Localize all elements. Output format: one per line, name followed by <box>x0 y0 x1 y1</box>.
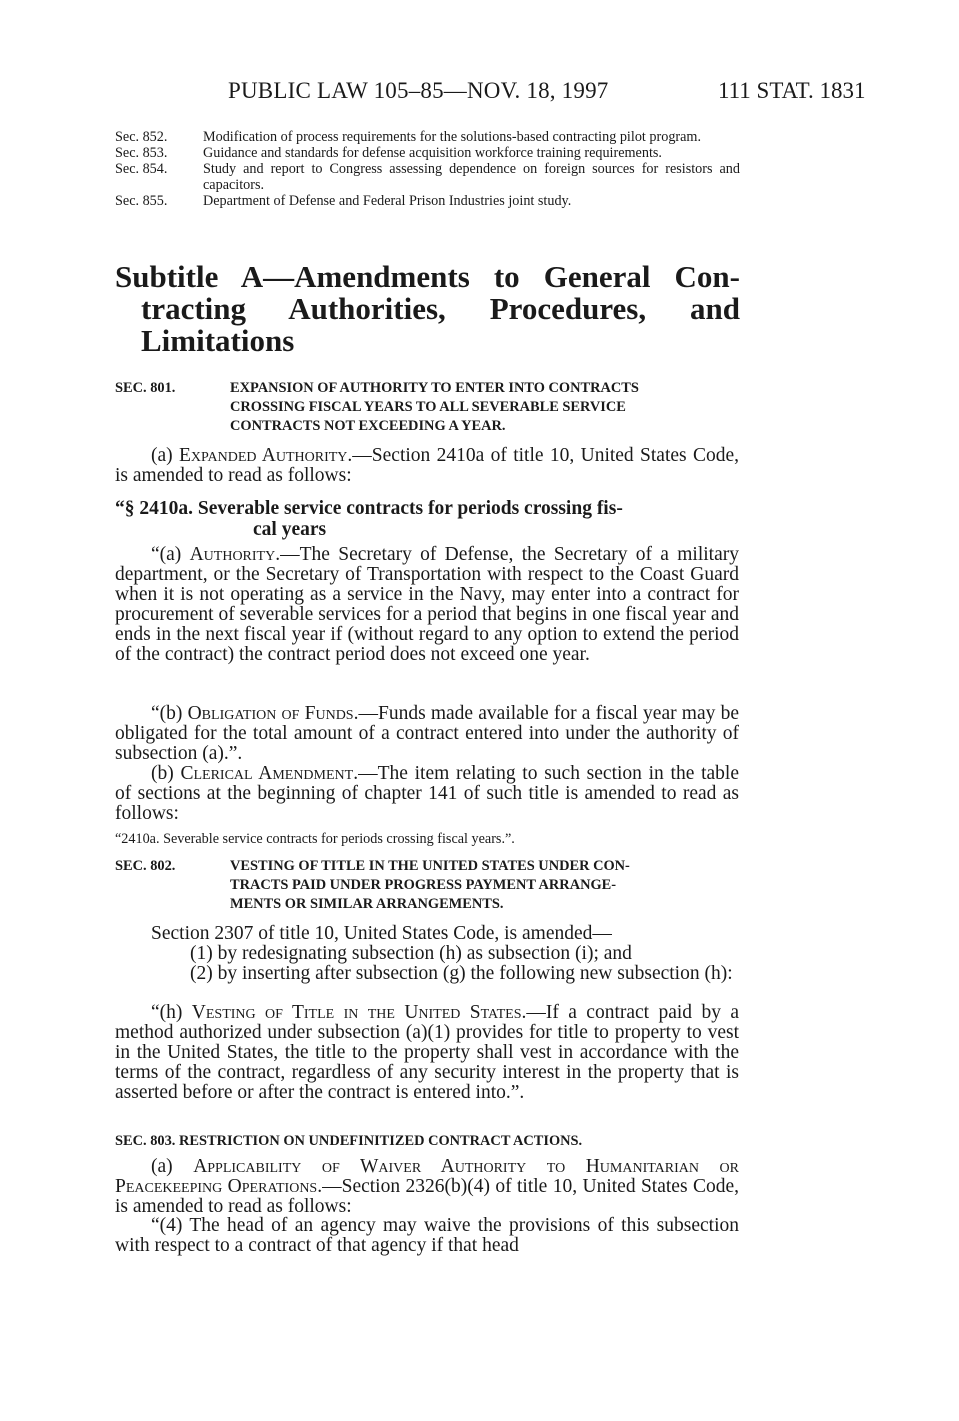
paragraph-marker: “(a) <box>151 544 190 565</box>
paragraph-marker: (a) <box>151 445 179 466</box>
toc-section-title: Study and report to Congress assessing dependence on foreign sources for resistors and capacitors. <box>203 161 740 193</box>
quoted-subsection-h <box>115 1003 739 1103</box>
sec802-intro: Section 2307 of title 10, United States Code, is amended— <box>151 923 612 944</box>
toc-entry <box>115 145 740 161</box>
section-number: SEC. 802. <box>115 858 176 874</box>
section-802-heading <box>115 857 740 914</box>
section-caption-line: CROSSING FISCAL YEARS TO ALL SEVERABLE SERVICE <box>230 399 626 415</box>
paragraph-text: .—Section 2326(b)(4) of title 10, United States Code, is amended to read as follows: <box>115 1176 739 1217</box>
quoted-subsection-b <box>115 704 739 764</box>
sec803-paragraph-4: “(4) The head of an agency may waive the provisions of this subsection with respect to a contract of that agency if that head <box>115 1215 739 1256</box>
paragraph-marker: “(h) <box>151 1002 192 1023</box>
statute-page-reference: 111 STAT. 1831 <box>718 78 866 103</box>
paragraph-marker: (a) <box>151 1156 194 1177</box>
sec801-subsection-a <box>115 446 739 486</box>
toc-entry <box>115 129 740 145</box>
code-section-heading-line: “§ 2410a. Severable service contracts for periods crossing fis- <box>115 498 623 519</box>
paragraph-text: .—Funds made available for a fiscal year may be obligated for the total amount of a contract entered into under the authority of subsection (a).”. <box>115 703 739 764</box>
toc-entry <box>115 161 740 193</box>
subsection-heading: Applicability of Waiver Authority to Humanitarian or Peacekeeping Operations <box>115 1156 739 1197</box>
table-of-contents <box>115 129 740 209</box>
paragraph-text: .—The item relating to such section in the table of sections at the beginning of chapter 141 of such title is amended to read as follows: <box>115 763 739 824</box>
section-caption-line: TRACTS PAID UNDER PROGRESS PAYMENT ARRANGE- <box>230 877 617 893</box>
section-number: SEC. 801. <box>115 380 176 396</box>
running-head: PUBLIC LAW 105–85—NOV. 18, 1997 <box>228 78 609 103</box>
section-caption: RESTRICTION ON UNDEFINITIZED CONTRACT ACTIONS. <box>178 1133 583 1149</box>
subsection-heading: Vesting of Title in the United States <box>191 1002 522 1023</box>
quoted-subsection-a <box>115 545 739 665</box>
code-section-heading-line: cal years <box>253 519 327 540</box>
subsection-heading: Obligation of Funds <box>187 703 354 724</box>
sec802-item-2: (2) by inserting after subsection (g) the following new subsection (h): <box>190 963 733 984</box>
paragraph-text: .—Section 2410a of title 10, United States Code, is amended to read as follows: <box>115 445 739 486</box>
code-section-heading <box>115 498 740 540</box>
toc-section-number: Sec. 855. <box>115 193 168 209</box>
section-number: SEC. 803. <box>115 1133 176 1149</box>
subtitle-heading <box>115 261 740 357</box>
paragraph-text: .—If a contract paid by a method authorized under subsection (a)(1) provides for title to property to vest in the United States, the title to the property shall vest in accordance with the terms of the contract, regardless of any security interest in the property that is asserted before or after the contract is entered into.”. <box>115 1002 739 1103</box>
page-header <box>0 78 959 112</box>
toc-section-title: Department of Defense and Federal Prison Industries joint study. <box>203 193 572 209</box>
subsection-heading: Clerical Amendment <box>180 763 354 784</box>
sec801-subsection-b <box>115 764 739 824</box>
section-801-heading <box>115 379 740 436</box>
paragraph-text: .—The Secretary of Defense, the Secretary of a military department, or the Secretary of Transportation with respect to the Coast Guard when it is not operating as a service in the Navy, may enter into a contract for procurement of severable services for a period that begins in one fiscal year and ends in the next fiscal year if (without regard to any option to extend the period of the contract) the contract period does not exceed one year. <box>115 544 739 665</box>
subsection-heading: Expanded Authority <box>179 445 348 466</box>
section-803-heading <box>115 1132 740 1151</box>
toc-entry <box>115 193 740 209</box>
section-caption-line: VESTING OF TITLE IN THE UNITED STATES UNDER CON- <box>230 858 630 874</box>
toc-section-number: Sec. 853. <box>115 145 168 161</box>
sec802-item-1: (1) by redesignating subsection (h) as subsection (i); and <box>190 943 632 964</box>
section-caption-line: CONTRACTS NOT EXCEEDING A YEAR. <box>230 418 506 434</box>
sec803-subsection-a <box>115 1157 739 1217</box>
toc-section-number: Sec. 854. <box>115 161 168 177</box>
subtitle-line: tracting Authorities, Procedures, and <box>141 291 740 326</box>
toc-section-title: Modification of process requirements for the solutions-based contracting pilot program. <box>203 129 702 145</box>
section-caption-line: MENTS OR SIMILAR ARRANGEMENTS. <box>230 896 504 912</box>
clerical-amendment-item: “2410a. Severable service contracts for periods crossing fiscal years.”. <box>115 831 515 847</box>
subtitle-line: Limitations <box>141 323 295 358</box>
toc-section-number: Sec. 852. <box>115 129 168 145</box>
section-caption-line: EXPANSION OF AUTHORITY TO ENTER INTO CONTRACTS <box>230 380 639 396</box>
paragraph-marker: “(b) <box>151 703 188 724</box>
subsection-heading: Authority <box>189 544 276 565</box>
subtitle-line: Subtitle A—Amendments to General Con- <box>115 259 740 294</box>
paragraph-marker: (b) <box>151 763 181 784</box>
toc-section-title: Guidance and standards for defense acquisition workforce training requirements. <box>203 145 662 161</box>
